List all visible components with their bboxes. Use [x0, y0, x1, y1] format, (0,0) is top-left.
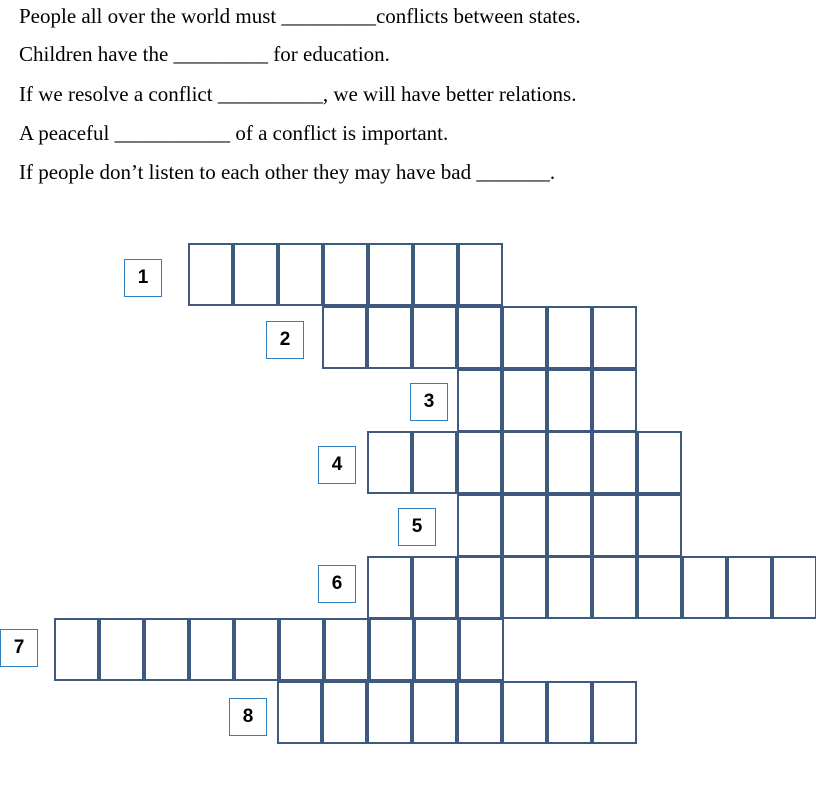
sentence-1: People all over the world must _________conflicts between states.	[19, 4, 581, 28]
crossword-cell[interactable]	[502, 556, 547, 619]
crossword-cell[interactable]	[727, 556, 772, 619]
crossword-cell[interactable]	[592, 494, 637, 557]
crossword-cell[interactable]	[637, 494, 682, 557]
clue-number-2: 2	[266, 321, 304, 359]
crossword-cell[interactable]	[412, 306, 457, 369]
sentence-2: Children have the _________ for education.	[19, 42, 390, 66]
crossword-cell[interactable]	[502, 306, 547, 369]
crossword-cell[interactable]	[323, 243, 368, 306]
crossword-cell[interactable]	[324, 618, 369, 681]
sentence-3: If we resolve a conflict __________, we will have better relations.	[19, 82, 577, 106]
crossword-cell[interactable]	[502, 369, 547, 432]
crossword-cell[interactable]	[54, 618, 99, 681]
crossword-cell[interactable]	[547, 369, 592, 432]
crossword-cell[interactable]	[367, 556, 412, 619]
crossword-cell[interactable]	[547, 431, 592, 494]
crossword-cell[interactable]	[547, 681, 592, 744]
crossword-cell[interactable]	[502, 494, 547, 557]
crossword-cell[interactable]	[367, 681, 412, 744]
crossword-cell[interactable]	[412, 681, 457, 744]
sentence-5: If people don’t listen to each other they may have bad _______.	[19, 160, 556, 184]
crossword-cell[interactable]	[413, 243, 458, 306]
crossword-cell[interactable]	[457, 369, 502, 432]
crossword-cell[interactable]	[637, 431, 682, 494]
crossword-cell[interactable]	[188, 243, 233, 306]
clue-number-7: 7	[0, 629, 38, 667]
crossword-cell[interactable]	[682, 556, 727, 619]
crossword-cell[interactable]	[547, 306, 592, 369]
clue-number-5: 5	[398, 508, 436, 546]
crossword-cell[interactable]	[457, 681, 502, 744]
crossword-cell[interactable]	[414, 618, 459, 681]
crossword-cell[interactable]	[502, 431, 547, 494]
crossword-cell[interactable]	[369, 618, 414, 681]
crossword-cell[interactable]	[368, 243, 413, 306]
sentence-4: A peaceful ___________ of a conflict is important.	[19, 121, 449, 145]
crossword-cell[interactable]	[322, 681, 367, 744]
crossword-cell[interactable]	[144, 618, 189, 681]
crossword-cell[interactable]	[189, 618, 234, 681]
crossword-cell[interactable]	[592, 369, 637, 432]
crossword-cell[interactable]	[279, 618, 324, 681]
crossword-cell[interactable]	[458, 243, 503, 306]
crossword-cell[interactable]	[547, 494, 592, 557]
clue-number-3: 3	[410, 383, 448, 421]
crossword-cell[interactable]	[457, 431, 502, 494]
crossword-cell[interactable]	[277, 681, 322, 744]
crossword-cell[interactable]	[412, 556, 457, 619]
crossword-cell[interactable]	[457, 556, 502, 619]
crossword-cell[interactable]	[457, 306, 502, 369]
crossword-cell[interactable]	[233, 243, 278, 306]
crossword-cell[interactable]	[592, 681, 637, 744]
crossword-cell[interactable]	[322, 306, 367, 369]
crossword-cell[interactable]	[412, 431, 457, 494]
crossword-cell[interactable]	[99, 618, 144, 681]
crossword-cell[interactable]	[637, 556, 682, 619]
crossword-cell[interactable]	[367, 431, 412, 494]
clue-number-1: 1	[124, 259, 162, 297]
crossword-cell[interactable]	[457, 494, 502, 557]
crossword-cell[interactable]	[367, 306, 412, 369]
crossword-cell[interactable]	[772, 556, 816, 619]
clue-number-8: 8	[229, 698, 267, 736]
crossword-cell[interactable]	[592, 556, 637, 619]
clue-number-4: 4	[318, 446, 356, 484]
crossword-cell[interactable]	[592, 431, 637, 494]
crossword-cell[interactable]	[592, 306, 637, 369]
crossword-cell[interactable]	[459, 618, 504, 681]
crossword-cell[interactable]	[234, 618, 279, 681]
crossword-cell[interactable]	[278, 243, 323, 306]
crossword-cell[interactable]	[502, 681, 547, 744]
clue-number-6: 6	[318, 565, 356, 603]
crossword-cell[interactable]	[547, 556, 592, 619]
